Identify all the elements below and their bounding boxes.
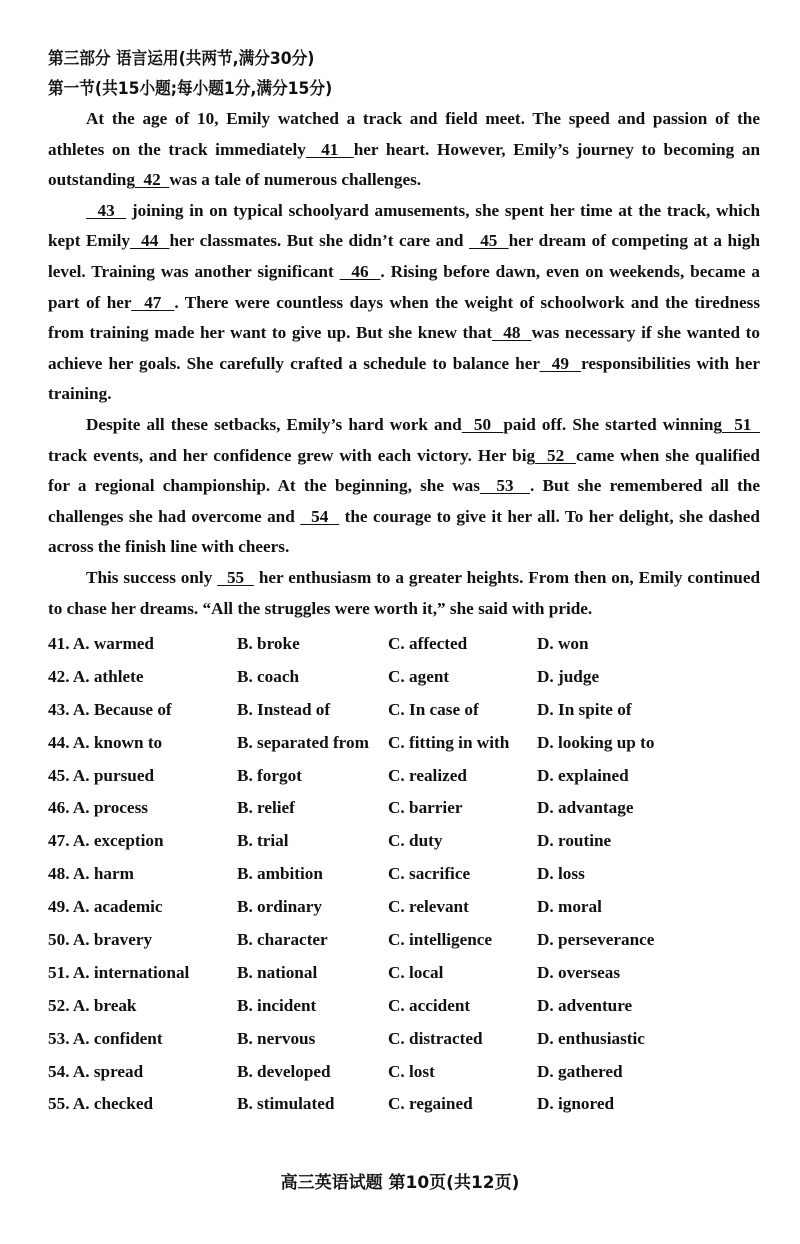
option-d: D. gathered (537, 1061, 623, 1081)
option-d: D. routine (537, 831, 612, 851)
option-c: C. accident (388, 995, 471, 1015)
option-d: D. explained (537, 765, 629, 785)
blank-48: 48 (492, 323, 532, 343)
option-b: B. nervous (237, 1028, 316, 1048)
passage-line: for a regional championship. At the beginning, she was 53 . But she remembered all the (48, 476, 760, 496)
option-b: B. Instead of (237, 699, 331, 719)
passage-line: Despite all these setbacks, Emily’s hard work and 50 paid off. She started winning 51 (86, 414, 760, 434)
option-c: C. regained (388, 1094, 473, 1114)
option-a: 48. A. harm (48, 864, 134, 884)
option-c: C. distracted (388, 1028, 483, 1048)
section-heading: 第一节(共15小题;每小题1分,满分15分) (48, 79, 333, 99)
blank-52: 52 (535, 445, 577, 465)
option-c: C. barrier (388, 798, 463, 818)
option-b: B. separated from (237, 732, 369, 752)
option-a: 43. A. Because of (48, 699, 172, 719)
option-c: C. sacrifice (388, 864, 471, 884)
option-a: 49. A. academic (48, 897, 163, 917)
option-b: B. ordinary (237, 897, 322, 917)
option-d: D. In spite of (537, 699, 632, 719)
blank-55: 55 (217, 567, 254, 587)
option-b: B. character (237, 930, 328, 950)
option-c: C. local (388, 962, 444, 982)
option-a: 44. A. known to (48, 732, 163, 752)
option-c: C. intelligence (388, 930, 493, 950)
passage-line: across the finish line with cheers. (48, 537, 290, 557)
option-row (48, 825, 768, 858)
blank-45: 45 (469, 231, 509, 251)
option-c: C. lost (388, 1061, 435, 1081)
option-row (48, 924, 768, 957)
option-d: D. ignored (537, 1094, 615, 1114)
passage-line: to chase her dreams. “All the struggles were worth it,” she said with pride. (48, 598, 593, 618)
cloze-passage (48, 104, 760, 624)
option-d: D. adventure (537, 995, 633, 1015)
blank-41: 41 (305, 139, 354, 159)
blank-44: 44 (129, 231, 170, 251)
passage-line: from training made her want to give up. But she knew that 48 was necessary if she wanted to (48, 323, 760, 343)
passage-line: kept Emily 44 her classmates. But she didn’t care and 45 her dream of competing at a high (48, 231, 761, 251)
answer-options (48, 628, 768, 1121)
option-row (48, 792, 768, 825)
option-row (48, 661, 768, 694)
option-c: C. relevant (388, 897, 469, 917)
option-b: B. trial (237, 831, 289, 851)
passage-line: outstanding 42 was a tale of numerous challenges. (48, 170, 422, 190)
option-b: B. incident (237, 995, 317, 1015)
option-d: D. looking up to (537, 732, 655, 752)
blank-47: 47 (131, 292, 175, 312)
passage-line: part of her 47 . There were countless days when the weight of schoolwork and the tiredness (48, 292, 761, 312)
option-a: 47. A. exception (48, 831, 164, 851)
blank-51: 51 (722, 414, 760, 434)
blank-42: 42 (134, 170, 170, 190)
option-row (48, 891, 768, 924)
option-row (48, 957, 768, 990)
option-b: B. ambition (237, 864, 323, 884)
blank-54: 54 (300, 506, 340, 526)
passage-line: challenges she had overcome and 54 the courage to give it her all. To her delight, she dashed (48, 506, 760, 526)
passage-line: This success only 55 her enthusiasm to a greater heights. From then on, Emily continued (86, 567, 761, 587)
passage-line: level. Training was another significant 46 . Rising before dawn, even on weekends, became a (48, 261, 761, 281)
passage-line: At the age of 10, Emily watched a track and field meet. The speed and passion of the (86, 109, 760, 128)
blank-46: 46 (339, 261, 381, 281)
option-a: 51. A. international (48, 962, 190, 982)
passage-line: athletes on the track immediately 41 her heart. However, Emily’s journey to becoming an (48, 139, 761, 159)
option-row (48, 1088, 768, 1121)
option-b: B. broke (237, 634, 300, 653)
option-a: 45. A. pursued (48, 765, 155, 785)
option-row (48, 760, 768, 793)
option-row (48, 1056, 768, 1089)
option-c: C. agent (388, 666, 450, 686)
option-a: 53. A. confident (48, 1028, 163, 1048)
passage-line: achieve her goals. She carefully crafted a schedule to balance her 49 responsibilities with her (48, 353, 760, 373)
option-b: B. relief (237, 798, 295, 818)
option-a: 55. A. checked (48, 1094, 154, 1114)
option-a: 42. A. athlete (48, 666, 144, 686)
option-c: C. duty (388, 831, 443, 851)
blank-50: 50 (461, 414, 504, 434)
option-b: B. national (237, 962, 318, 982)
option-row (48, 727, 768, 760)
passage-line: 43 joining in on typical schoolyard amusements, she spent her time at the track, which (86, 200, 761, 220)
option-a: 41. A. warmed (48, 634, 154, 653)
option-a: 54. A. spread (48, 1061, 144, 1081)
option-b: B. developed (237, 1061, 331, 1081)
option-a: 50. A. bravery (48, 930, 153, 950)
option-d: D. overseas (537, 962, 621, 982)
option-c: C. fitting in with (388, 732, 510, 752)
option-c: C. realized (388, 765, 467, 785)
option-d: D. won (537, 634, 589, 653)
page-footer: 高三英语试题 第10页(共12页) (280, 1173, 520, 1193)
part-heading: 第三部分 语言运用(共两节,满分30分) (48, 49, 315, 69)
option-a: 52. A. break (48, 995, 137, 1015)
blank-49: 49 (539, 353, 582, 373)
option-row (48, 694, 768, 727)
option-d: D. perseverance (537, 930, 655, 950)
option-row (48, 628, 768, 661)
passage-line: track events, and her confidence grew with each victory. Her big 52 came when she qualified (48, 445, 760, 465)
option-c: C. affected (388, 634, 468, 653)
blank-53: 53 (479, 476, 530, 496)
option-a: 46. A. process (48, 798, 148, 818)
option-d: D. moral (537, 897, 602, 917)
passage-line: training. (48, 384, 112, 404)
option-d: D. loss (537, 864, 585, 884)
option-row (48, 1023, 768, 1056)
option-b: B. stimulated (237, 1094, 335, 1114)
option-d: D. judge (537, 666, 600, 686)
option-row (48, 858, 768, 891)
option-b: B. forgot (237, 765, 302, 785)
option-row (48, 990, 768, 1023)
option-d: D. advantage (537, 798, 634, 818)
option-d: D. enthusiastic (537, 1028, 645, 1048)
option-b: B. coach (237, 666, 300, 686)
blank-43: 43 (86, 200, 127, 220)
option-c: C. In case of (388, 699, 479, 719)
